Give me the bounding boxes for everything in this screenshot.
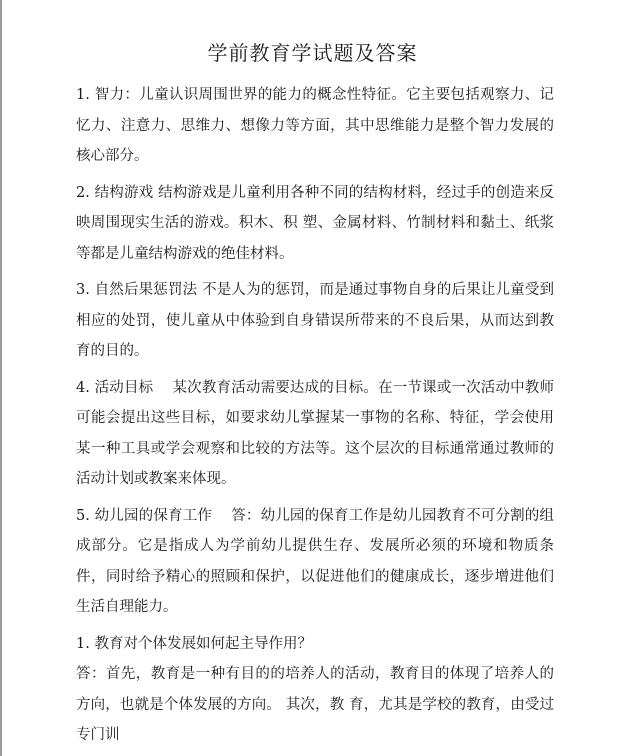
definition-text: 不是人为的惩罚，而是通过事物自身的后果让儿童受到相应的处罚，使儿童从中体验到自身错误所带来的不良后果，从而达到教育的目的。 (76, 282, 554, 359)
answer-text: 答：首先，教育是一种有目的的培养人的活动，教育目的体现了培养人的方向，也就是个体发展的方向。 其次，教 育，尤其是学校的教育，由受过专门训 (76, 666, 554, 743)
definition-paragraph-2 (76, 178, 554, 270)
definition-term: 3. 自然后果惩罚法 (76, 282, 203, 298)
definition-term: 2. 结构游戏 (76, 184, 159, 201)
definition-paragraph-1 (76, 80, 554, 172)
definition-text: 答：幼儿园的保育工作是幼儿园教育不可分割的组成部分。它是指成人为学前幼儿提供生存、发展所必须的环境和物质条件，同时给予精心的照顾和保护，以促进他们的健康成长，逐步增进他们生活自理能力。 (76, 507, 554, 615)
definition-term: 5. 幼儿园的保育工作 (76, 507, 232, 524)
definition-term: 1. 智力： (76, 87, 140, 103)
definition-paragraph-3 (76, 275, 554, 367)
definition-paragraph-5 (76, 501, 554, 623)
definition-term: 4. 活动目标 (76, 379, 173, 396)
definition-text: 儿童认识周围世界的能力的概念性特征。它主要包括观察力、记忆力、注意力、思维力、想像力等方面，其中思维能力是整个智力发展的核心部分。 (76, 87, 554, 164)
question-heading: 1. 教育对个体发展如何起主导作用？ (76, 635, 312, 652)
definition-paragraph-4 (76, 373, 554, 495)
document-body (76, 80, 554, 751)
definition-text: 某次教育活动需要达成的目标。在一节课或一次活动中教师可能会提出这些目标，如要求幼儿掌握某一事物的名称、特征，学会使用某一种工具或学会观察和比较的方法等。这个层次的目标通常通过教师的活动计划或教案来体现。 (76, 379, 554, 487)
definition-text: 结构游戏是儿童利用各种不同的结构材料，经过手的创造来反映周围现实生活的游戏。积木、积 塑、金属材料、竹制材料和黏土、纸浆等都是儿童结构游戏的绝佳材料。 (76, 184, 554, 262)
document-title: 学前教育学试题及答案 (207, 41, 418, 65)
